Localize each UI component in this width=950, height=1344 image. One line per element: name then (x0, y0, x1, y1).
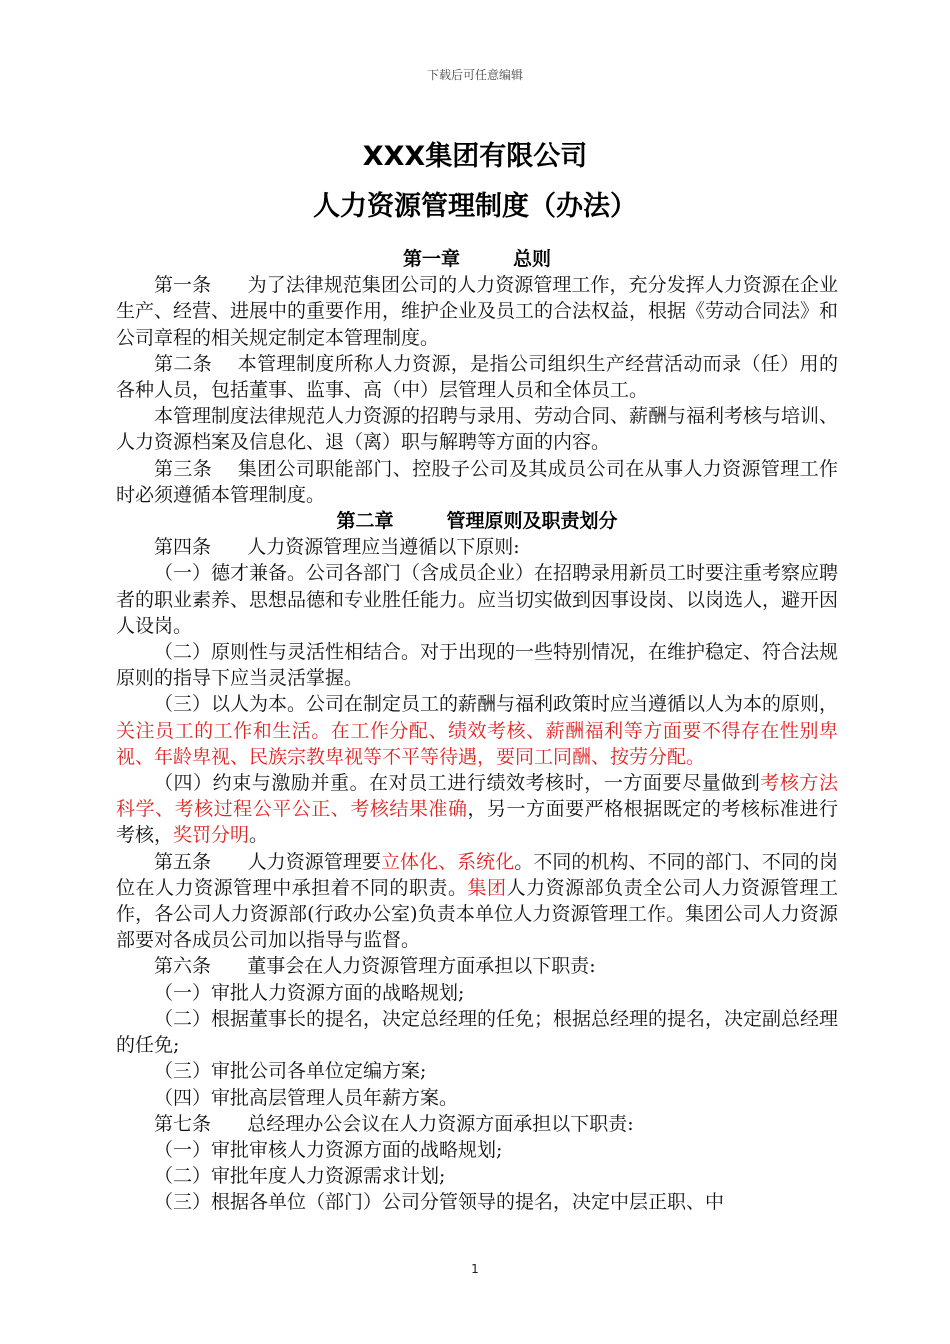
article-text: 董事会在人力资源管理方面承担以下职责: (247, 955, 596, 978)
principle-3 (116, 691, 838, 770)
document-title-company: XXX集团有限公司 (362, 141, 588, 172)
chapter-heading-1 (116, 246, 838, 272)
article-label: 第一条 (154, 274, 212, 297)
chapter-number: 第一章 (403, 248, 461, 270)
article-label: 第四条 (154, 536, 212, 559)
duty-item: （三）根据各单位（部门）公司分管领导的提名，决定中层正职、中 (154, 1191, 725, 1214)
article-5 (116, 849, 838, 954)
article-text: 总经理办公会议在人力资源方面承担以下职责: (247, 1112, 634, 1135)
chapter-number: 第二章 (336, 510, 394, 533)
header-note: 下载后可任意编辑 (426, 68, 523, 82)
paragraph-scope: 本管理制度法律规范人力资源的招聘与录用、劳动合同、薪酬与福利考核与培训、人力资源档案及信息化、退（离）职与解聘等方面的内容。 (116, 405, 839, 454)
article-text: 本管理制度所称人力资源，是指公司组织生产经营活动而录（任）用的各种人员，包括董事、监事、高（中）层管理人员和全体员工。 (116, 352, 838, 402)
chapter-name: 管理原则及职责划分 (446, 510, 618, 533)
article-text: 为了法律规范集团公司的人力资源管理工作，充分发挥人力资源在企业生产、经营、进展中的重要作用，维护企业及员工的合法权益，根据《劳动合同法》和公司章程的相关规定制定本管理制度。 (116, 274, 839, 349)
document-title-regulation: 人力资源管理制度（办法） (313, 191, 637, 222)
article-3 (116, 456, 838, 508)
article-label: 第五条 (154, 850, 212, 873)
article-1 (116, 272, 838, 351)
article-7 (116, 1111, 838, 1137)
article-text: 人力资源管理应当遵循以下原则: (247, 536, 520, 559)
article-label: 第七条 (154, 1112, 212, 1135)
duty-item: （四）审批高层管理人员年薪方案。 (154, 1086, 459, 1109)
article-6 (116, 953, 838, 979)
principle-2: （二）原则性与灵活性相结合。对于出现的一些特别情况，在维护稳定、符合法规原则的指导下应当灵活掌握。 (116, 641, 839, 690)
duty-item: （二）审批年度人力资源需求计划; (154, 1165, 446, 1188)
duty-item: （一）审批人力资源方面的战略规划; (154, 981, 465, 1004)
principle-1: （一）德才兼备。公司各部门（含成员企业）在招聘录用新员工时要注重考察应聘者的职业素养、思想品德和专业胜任能力。应当切实做到因事设岗、以岗选人，避开因人设岗。 (116, 562, 839, 637)
article-label: 第二条 (154, 352, 213, 375)
duty-item: （一）审批审核人力资源方面的战略规划; (154, 1138, 503, 1161)
duty-item: （二）根据董事长的提名，决定总经理的任免；根据总经理的提名，决定副总经理的任免; (116, 1007, 839, 1057)
highlighted-text: 考核方法科学、考核过程公平公正、考核结果准确 (116, 772, 838, 821)
duty-item: （三）审批公司各单位定编方案; (154, 1060, 427, 1083)
principle-4 (116, 770, 838, 849)
principle-text: ，另一方面要严格根据既定的考核标准进行考核， (116, 798, 838, 847)
document-body (116, 246, 838, 1216)
highlighted-text: 奖罚分明 (173, 824, 250, 847)
highlighted-text: 立体化、系统化 (380, 850, 515, 873)
article-text: 。不同的机构、不同的部门、不同的岗位在人力资源管理中承担着不同的职责。 (116, 850, 838, 899)
article-label: 第六条 (154, 955, 212, 978)
article-text: 人力资源管理要 (247, 850, 381, 873)
article-2 (116, 351, 838, 403)
article-text: 集团公司职能部门、控股子公司及其成员公司在从事人力资源管理工作时必须遵循本管理制度。 (116, 457, 838, 506)
chapter-heading-2 (116, 508, 838, 534)
article-label: 第三条 (154, 457, 213, 480)
page-number: 1 (471, 1262, 479, 1276)
principle-text: 。 (249, 824, 269, 847)
article-text: 人力资源部负责全公司人力资源管理工作，各公司人力资源部(行政办公室)负责本单位人力资源管理工作。集团公司人力资源部要对各成员公司加以指导与监督。 (116, 876, 838, 952)
principle-text: （四）约束与激励并重。在对员工进行绩效考核时，一方面要尽量做到 (154, 772, 761, 795)
highlighted-text: 集团 (467, 876, 507, 899)
highlighted-text: 关注员工的工作和生活。在工作分配、绩效考核、薪酬福利等方面要不得存在性别卑视、年龄卑视、民族宗教卑视等不平等待遇，要同工同酬、按劳分配。 (116, 719, 838, 768)
principle-text: （三）以人为本。公司在制定员工的薪酬与福利政策时应当遵循以人为本的原则， (154, 693, 839, 716)
chapter-name: 总则 (512, 248, 551, 270)
article-4 (116, 534, 838, 560)
